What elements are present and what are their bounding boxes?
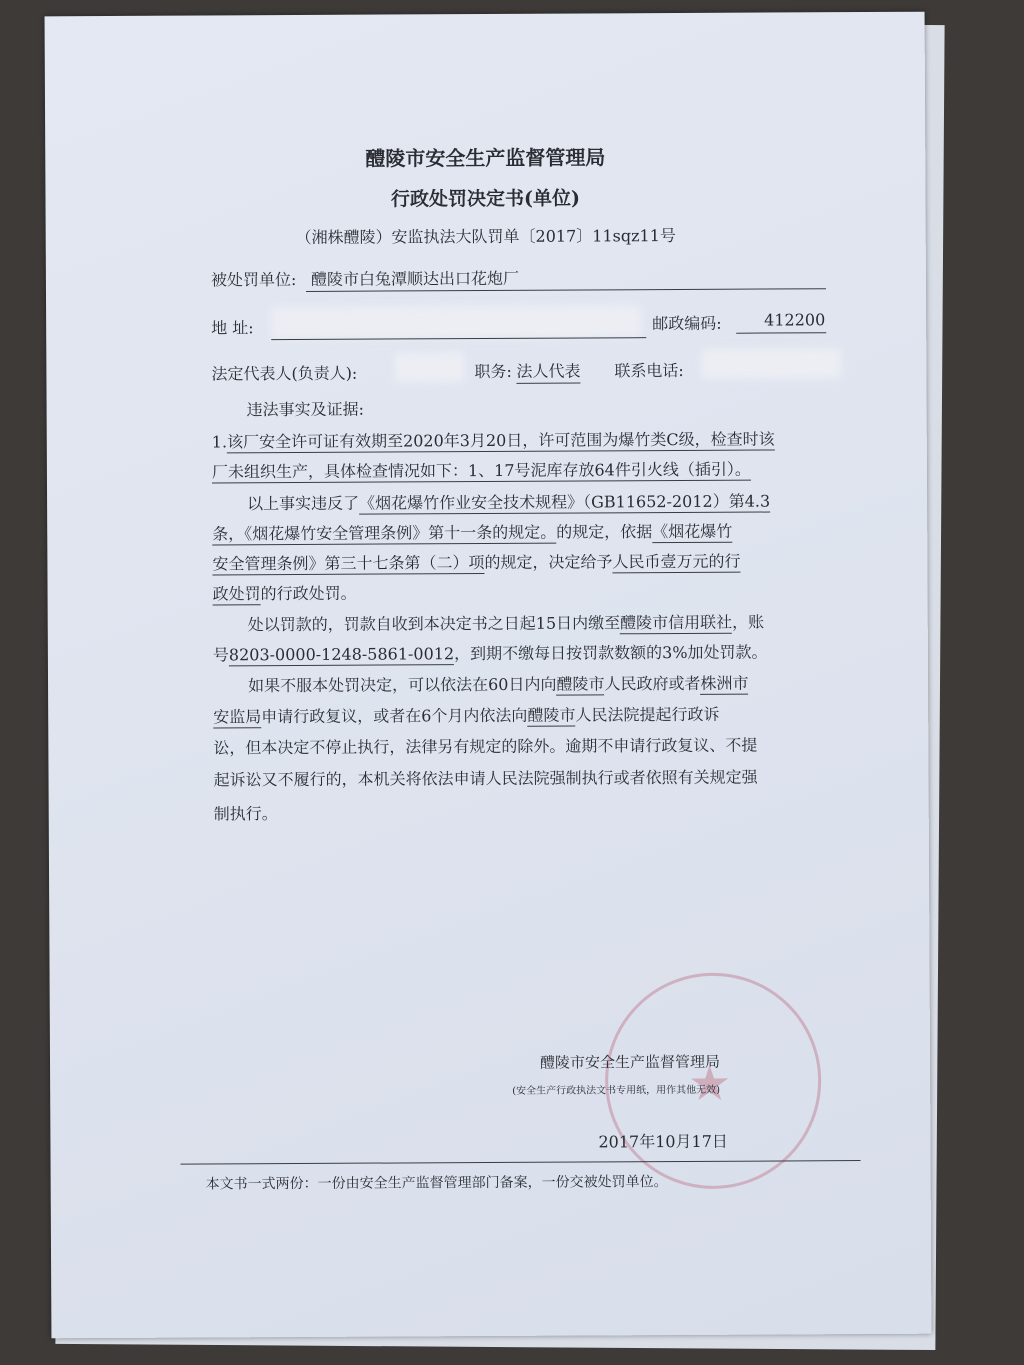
text: 如果不服本处罚决定，可以依法在60日内向 [248, 674, 557, 696]
representative-label: 法定代表人(负责人): [211, 363, 358, 384]
postcode-label: 邮政编码: [652, 313, 722, 334]
position-label: 职务: [474, 361, 512, 382]
document-page [45, 12, 932, 1339]
text: 申请行政复议，或者在6个月内依法向 [261, 705, 528, 727]
text: ，到期不缴每日按罚款数额的3%加处罚款。 [454, 642, 768, 664]
position-value: 法人代表 [516, 359, 580, 384]
text: 处以罚款的，罚款自收到本决定书之日起15日内缴至 [247, 613, 621, 635]
redacted-phone [701, 348, 841, 379]
text: 的规定，决定给予 [484, 552, 613, 573]
text: 醴陵市 [527, 705, 576, 725]
text: 醴陵市 [556, 674, 605, 694]
text: 《烟花爆竹作业安全技术规程》（GB11652-2012）第4.3 [359, 491, 771, 513]
text: 1. [211, 432, 228, 452]
appeal-line: 制执行。 [213, 804, 278, 824]
address-label: 地 址: [211, 318, 254, 338]
penalized-label: 被处罚单位: [210, 269, 297, 290]
text: 醴陵市信用联社 [620, 612, 733, 633]
text: 政处罚 [212, 584, 261, 604]
seal-star-icon: ★ [687, 1055, 732, 1112]
appeal-line [213, 702, 719, 728]
appeal-line: 起诉讼又不履行的，本机关将依法申请人民法院强制执行或者依照有关规定强 [213, 767, 758, 790]
violation-line [212, 549, 740, 575]
text: 人民币壹万元的行 [612, 551, 741, 572]
violation-line [247, 489, 770, 515]
agency-title: 醴陵市安全生产监督管理局 [365, 145, 606, 171]
footer-note: 本文书一式两份：一份由安全生产监督管理部门备案，一份交被处罚单位。 [205, 1174, 668, 1193]
document-number: （湘株醴陵）安监执法大队罚单〔2017〕11sqz11号 [295, 226, 676, 248]
text: 《烟花爆竹 [652, 521, 733, 542]
text: 安全管理条例》第三十七条第（二）项 [212, 553, 485, 574]
text: 安监局 [213, 707, 262, 727]
appeal-line: 讼，但本决定不停止执行，法律另有规定的除外。逾期不申请行政复议、不提 [213, 735, 758, 758]
postcode-underline [736, 332, 826, 333]
text: 人民法院提起行政诉 [575, 704, 720, 725]
text: 厂未组织生产，具体检查情况如下：1、17号泥库存放64件引火线（插引）。 [211, 459, 751, 482]
signature-note: (安全生产行政执法文书专用纸，用作其他无效) [512, 1084, 721, 1097]
text: 的规定，依据 [556, 522, 653, 542]
redacted-address [271, 305, 641, 339]
account-number: 8203-0000-1248-5861-0012 [228, 644, 455, 665]
payment-line [248, 610, 765, 636]
redacted-representative [394, 352, 464, 382]
violation-line [212, 519, 732, 545]
text: 条，《烟花爆竹安全管理条例》第十一条的规定。 [212, 522, 557, 544]
text: ，账 [732, 612, 765, 632]
phone-label: 联系电话: [614, 360, 684, 381]
text: 的行政处罚。 [260, 583, 357, 604]
signature-agency: 醴陵市安全生产监督管理局 [539, 1052, 721, 1072]
violation-line [213, 581, 357, 605]
text: 株洲市 [700, 673, 749, 693]
fact-line [212, 426, 775, 452]
text: 以上事实违反了 [247, 493, 360, 514]
penalized-value: 醴陵市白兔潭顺达出口花炮厂 [310, 268, 519, 289]
text: 人民政府或者 [604, 673, 701, 694]
document-title: 行政处罚决定书(单位) [390, 187, 581, 211]
postcode-value: 412200 [764, 310, 826, 330]
fact-line [212, 457, 751, 483]
text: 号 [212, 645, 229, 665]
appeal-line [248, 671, 749, 697]
signature-date: 2017年10月17日 [598, 1131, 728, 1152]
payment-line [213, 640, 768, 666]
facts-heading: 违法事实及证据: [246, 399, 365, 420]
text: 该厂安全许可证有效期至2020年3月20日，许可范围为爆竹类C级，检查时该 [226, 429, 775, 452]
